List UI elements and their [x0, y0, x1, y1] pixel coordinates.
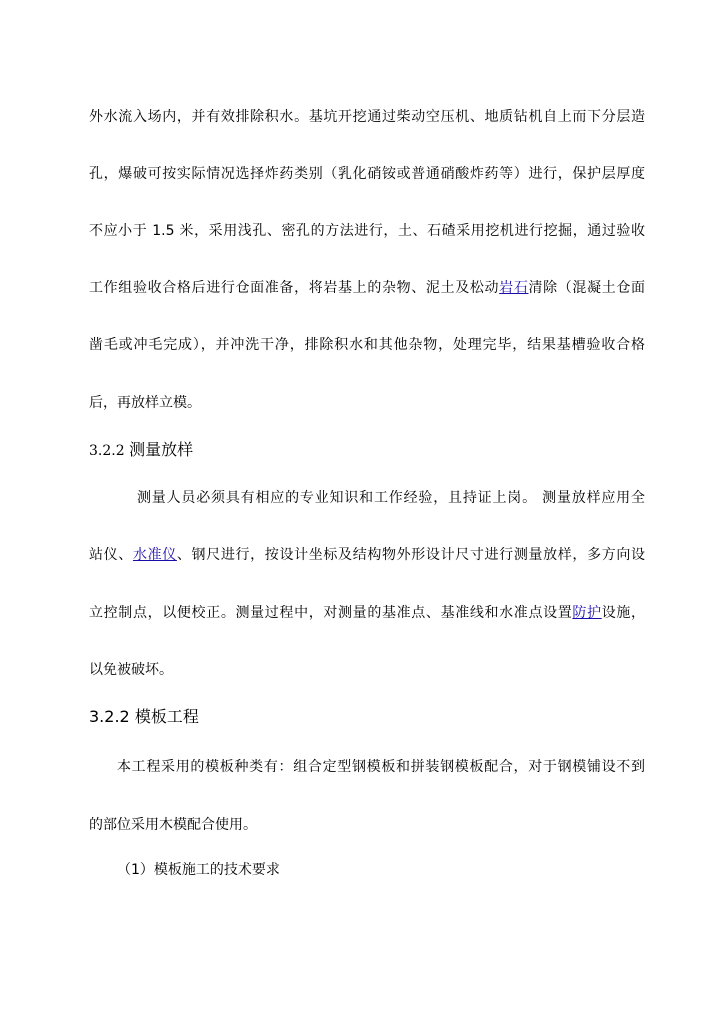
section-number: 3.2.2 — [89, 707, 130, 726]
section-heading — [89, 706, 199, 728]
paragraph-line — [89, 603, 645, 623]
link-rock[interactable]: 岩石 — [499, 280, 529, 296]
paragraph-line: 孔，爆破可按实际情况选择炸药类别（乳化硝铵或普通硝酸炸药等）进行，保护层厚度 — [89, 166, 645, 182]
paragraph-line — [89, 278, 645, 298]
subsection-heading: （1）模板施工的技术要求 — [117, 862, 280, 878]
section-title: 模板工程 — [134, 707, 199, 726]
paragraph-line: 测量人员必须具有相应的专业知识和工作经验，且持证上岗。 测量放样应用全 — [137, 490, 645, 506]
text-span: 工作组验收合格后进行仓面准备，将岩基上的杂物、泥土及松动 — [89, 280, 500, 296]
paragraph-line: 的部位采用木模配合使用。 — [89, 817, 257, 833]
paragraph-line — [89, 545, 645, 565]
text-span: 设施， — [601, 605, 646, 621]
text-span: 站仪、 — [89, 547, 133, 563]
section-title: 测量放样 — [129, 440, 194, 459]
paragraph-line: 外水流入场内，并有效排除积水。基坑开挖通过柴动空压机、地质钻机自上而下分层造 — [89, 109, 645, 125]
text-span: 清除（混凝土仓面 — [528, 280, 646, 296]
paragraph-line: 本工程采用的模板种类有：组合定型钢模板和拼装钢模板配合，对于钢模铺设不到 — [117, 759, 645, 775]
paragraph-line: 以免被破坏。 — [89, 662, 173, 678]
paragraph-line: 不应小于 1.5 米，采用浅孔、密孔的方法进行，土、石碴采用挖机进行挖掘，通过验收 — [89, 223, 645, 239]
link-level[interactable]: 水准仪 — [132, 547, 177, 563]
section-number: 3.2.2 — [89, 443, 125, 459]
text-span: 立控制点，以便校正。测量过程中，对测量的基准点、基准线和水准点设置 — [89, 605, 573, 621]
section-heading — [89, 439, 193, 462]
paragraph-line: 凿毛或冲毛完成），并冲洗干净，排除积水和其他杂物，处理完毕，结果基槽验收合格 — [89, 337, 645, 353]
paragraph-line: 后，再放样立模。 — [89, 395, 201, 411]
text-span: 、钢尺进行，按设计坐标及结构物外形设计尺寸进行测量放样，多方向设 — [176, 547, 646, 563]
link-protection[interactable]: 防护 — [572, 605, 602, 621]
